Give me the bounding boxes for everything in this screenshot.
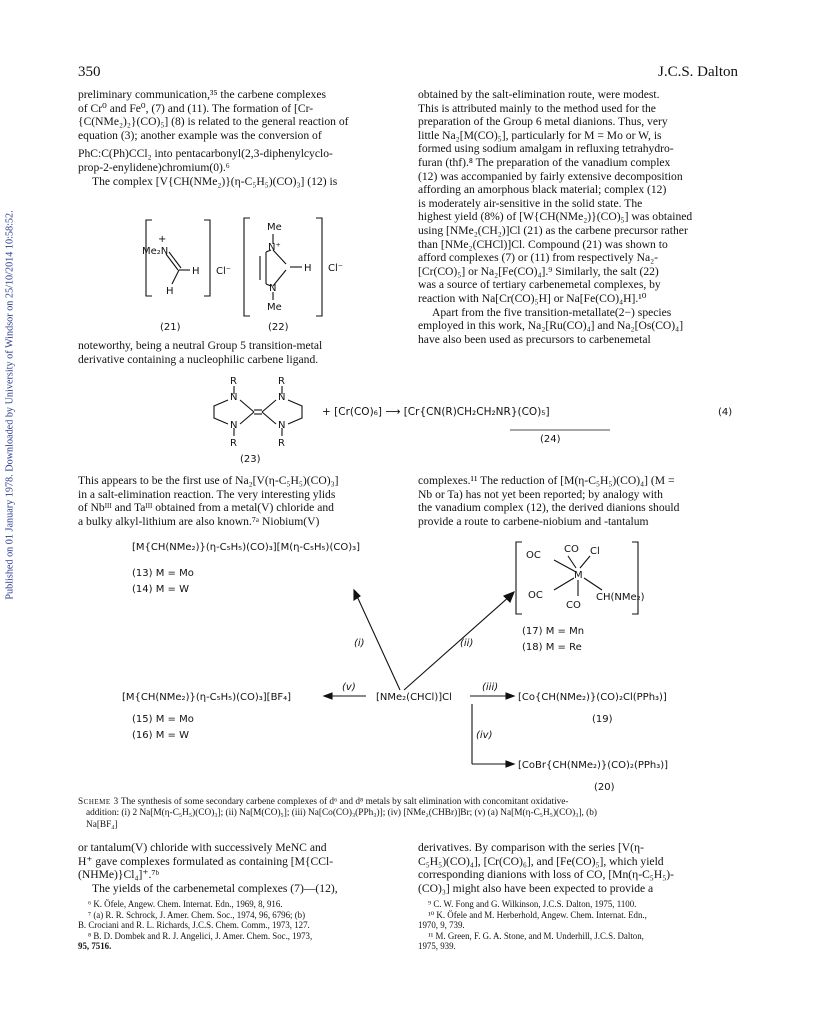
h-label-lower: H xyxy=(166,286,174,297)
arrow-iv-label: (iv) xyxy=(476,730,493,741)
nitrogen-label: N xyxy=(278,420,286,431)
n-plus-label: N⁺ xyxy=(268,242,281,253)
scheme-3 xyxy=(118,534,758,794)
h-label: H xyxy=(192,266,200,277)
eq4-number: (4) xyxy=(718,407,733,418)
compound-14: (14) M = W xyxy=(132,584,189,595)
compound-20: (20) xyxy=(594,782,615,793)
oc-ligand: OC xyxy=(528,590,543,601)
plus-sign: + xyxy=(158,234,167,245)
r-substituent: R xyxy=(278,376,285,387)
footnotes-right: ⁹ C. W. Fong and G. Wilkinson, J.C.S. Dalton, 1975, 1100. ¹⁰ K. Öfele and M. Herberhold, Angew. Chem. Internat. Edn., 1970, 9, 739. ¹¹ M. Green, F. G. A. Stone, and M. Underhill, J.C.S. Dalton, 1975, 939. xyxy=(418,899,647,952)
co-ligand: CO xyxy=(564,544,579,555)
scheme-left-formula: [M{CH(NMe₂)}(η-C₅H₅)(CO)₃][BF₄] xyxy=(122,692,292,703)
scheme-bottom-formula: [CoBr{CH(NMe₂)}(CO)₂(PPh₃)] xyxy=(518,760,669,771)
compound-23-label: (23) xyxy=(240,454,261,465)
lower-left-paragraph: or tantalum(V) chloride with successively MeNC and H⁺ gave complexes formulated as containing [M{CCl- (NHMe)}Cl₄]⁺.⁷ᵇ The yields of the carbenemetal complexes (7)—(12), xyxy=(78,841,338,895)
compound-24-label: (24) xyxy=(540,434,561,445)
right-column-text: obtained by the salt-elimination route, were modest. This is attributed mainly to the method used for the preparation of the Group 6 metal dianions. Thus, very little Na₂[M(CO)₅], particularly for M = Mo or W, is formed using sodium amalgam in refluxing tetrahydro- furan (thf).⁸ The preparation of the vanadium complex (12) was accompanied by fairly extensive decomposition affording an amorphous black material; complex (12) is moderately air-sensitive in the solid state. The highest yield (8%) of [W{CH(NMe₂)}(CO)₅] was obtained using [NMe₂(CH₂)]Cl (21) as the carbene precursor rather than [NMe₂(CHCl)]Cl. Compound (21) was shown to afford complexes (7) or (11) from respectively Na₂- [Cr(CO)₅] or Na₂[Fe(CO)₄].⁹ Similarly, the salt (22) was a source of tertiary carbenemetal complexes, by reaction with Na[Cr(CO)₅H] or Na[Fe(CO)₄H].¹⁰ Apart from the five transition-metallate(2−) species employed in this work, Na₂[Ru(CO)₄] and Na₂[Os(CO)₄] have also been used as precursors to carbenemetal xyxy=(418,88,693,346)
compound-15: (15) M = Mo xyxy=(132,714,194,725)
methyl-top: Me xyxy=(267,222,282,233)
compound-18: (18) M = Re xyxy=(522,642,582,653)
nitrogen-label: N xyxy=(230,392,238,403)
scheme-center-formula: [NMe₂(CHCl)]Cl xyxy=(376,692,452,703)
arrow-iii-label: (iii) xyxy=(482,682,499,693)
oc-ligand: OC xyxy=(526,550,541,561)
caption-label: Scheme 3 xyxy=(78,797,119,807)
me2n-label: Me₂N xyxy=(142,246,169,257)
compound-16: (16) M = W xyxy=(132,730,189,741)
structures-21-22 xyxy=(120,212,360,336)
mid-left-paragraph: This appears to be the first use of Na₂[V(η-C₅H₅)(CO)₃] in a salt-elimination reaction. The very interesting ylids of Nbᴵᴵᴵ and Taᴵᴵᴵ obtained from a metal(V) chloride and a bulky alkyl-lithium are also known.⁷ᵃ Niobium(V) xyxy=(78,474,339,528)
eq4-reaction: + [Cr(CO)₆] ⟶ [Cr{CN(R)CH₂CH₂NR}(CO)₅] xyxy=(322,406,550,418)
equation-4 xyxy=(190,372,750,466)
page-number: 350 xyxy=(78,64,101,80)
co-ligand: CO xyxy=(566,600,581,611)
arrow-ii-label: (ii) xyxy=(460,638,474,649)
journal-name: J.C.S. Dalton xyxy=(657,64,738,80)
h-label-22: H xyxy=(304,263,312,274)
r-substituent: R xyxy=(230,376,237,387)
footnotes-left: ⁶ K. Öfele, Angew. Chem. Internat. Edn., 1969, 8, 916. ⁷ (a) R. R. Schrock, J. Amer. Chem. Soc., 1974, 96, 6796; (b) B. Crociani and R. L. Richards, J.C.S. Chem. Comm., 1973, 127. ⁸ B. D. Dombek and R. J. Angelici, J. Amer. Chem. Soc., 1973, 95, 7516. xyxy=(78,899,313,952)
cl-ligand: Cl xyxy=(590,546,600,557)
arrow-i-label: (i) xyxy=(354,638,365,649)
compound-13: (13) M = Mo xyxy=(132,568,194,579)
r-substituent: R xyxy=(230,438,237,449)
methyl-bottom: Me xyxy=(267,302,282,313)
lower-right-paragraph: derivatives. By comparison with the series [V(η- C₅H₅)(CO)₄], [Cr(CO)₆], and [Fe(CO)₅], which yield corresponding dianions with loss of CO, [Mn(η-C₅H₅)- (CO)₃] might also have been expected to provide a xyxy=(418,841,674,895)
scheme-right-formula: [Co{CH(NMe₂)}(CO)₂Cl(PPh₃)] xyxy=(518,692,667,703)
compound-17: (17) M = Mn xyxy=(522,626,585,637)
arrow-v-label: (v) xyxy=(342,682,356,693)
left-intro-paragraph: preliminary communication,³⁵ the carbene complexes of Cr⁰ and Fe⁰, (7) and (11). The formation of [Cr- {C(NMe₂)₂}(CO)₅] (8) is related to the general reaction of equation (3); another example was the conversion of PhC:C(Ph)CCl₂ into pentacarbonyl(2,3-diphenylcyclo- prop-2-enylidene)chromium(0).⁶ The complex [V{CH(NMe₂)}(η-C₅H₅)(CO)₃] (12) is xyxy=(78,88,349,188)
scheme-caption: Scheme 3 The synthesis of some secondary carbene complexes of d⁶ and d⁸ metals by salt elimination with concomitant oxidative- addition: (i) 2 Na[M(η-C₅H₅)(CO)₃]; (ii) Na[M(CO)₅]; (iii) Na[Co(CO)₃(PPh₃)]; (iv) [NMe₂(CHBr)]Br; (v) (a) Na[M(η-C₅H₅)(CO)₃], (b) Na[BF₄] xyxy=(78,797,597,830)
chloride-label-22: Cl⁻ xyxy=(328,263,344,274)
download-notice: Published on 01 January 1978. Downloaded by University of Windsor on 25/10/2014 10:58:52. xyxy=(4,210,16,600)
n-label: N xyxy=(269,283,277,294)
metal-center: M xyxy=(574,570,583,581)
nitrogen-label: N xyxy=(230,420,238,431)
chloride-label: Cl⁻ xyxy=(216,266,232,277)
mid-right-paragraph: complexes.¹¹ The reduction of [M(η-C₅H₅)(CO)₄] (M = Nb or Ta) has not yet been reported; by analogy with the vanadium complex (12), the derived dianions should provide a route to carbene-niobium and -tantalum xyxy=(418,474,680,528)
left-paragraph-cont: noteworthy, being a neutral Group 5 transition-metal derivative containing a nucleophilic carbene ligand. xyxy=(78,339,323,366)
carbene-ligand: CH(NMe₂) xyxy=(596,592,645,603)
compound-21-label: (21) xyxy=(160,322,181,333)
compound-22-label: (22) xyxy=(268,322,289,333)
compound-19: (19) xyxy=(592,714,613,725)
r-substituent: R xyxy=(278,438,285,449)
scheme-top-formula: [M{CH(NMe₂)}(η-C₅H₅)(CO)₃][M(η-C₅H₅)(CO)₃] xyxy=(132,542,361,553)
nitrogen-label: N xyxy=(278,392,286,403)
